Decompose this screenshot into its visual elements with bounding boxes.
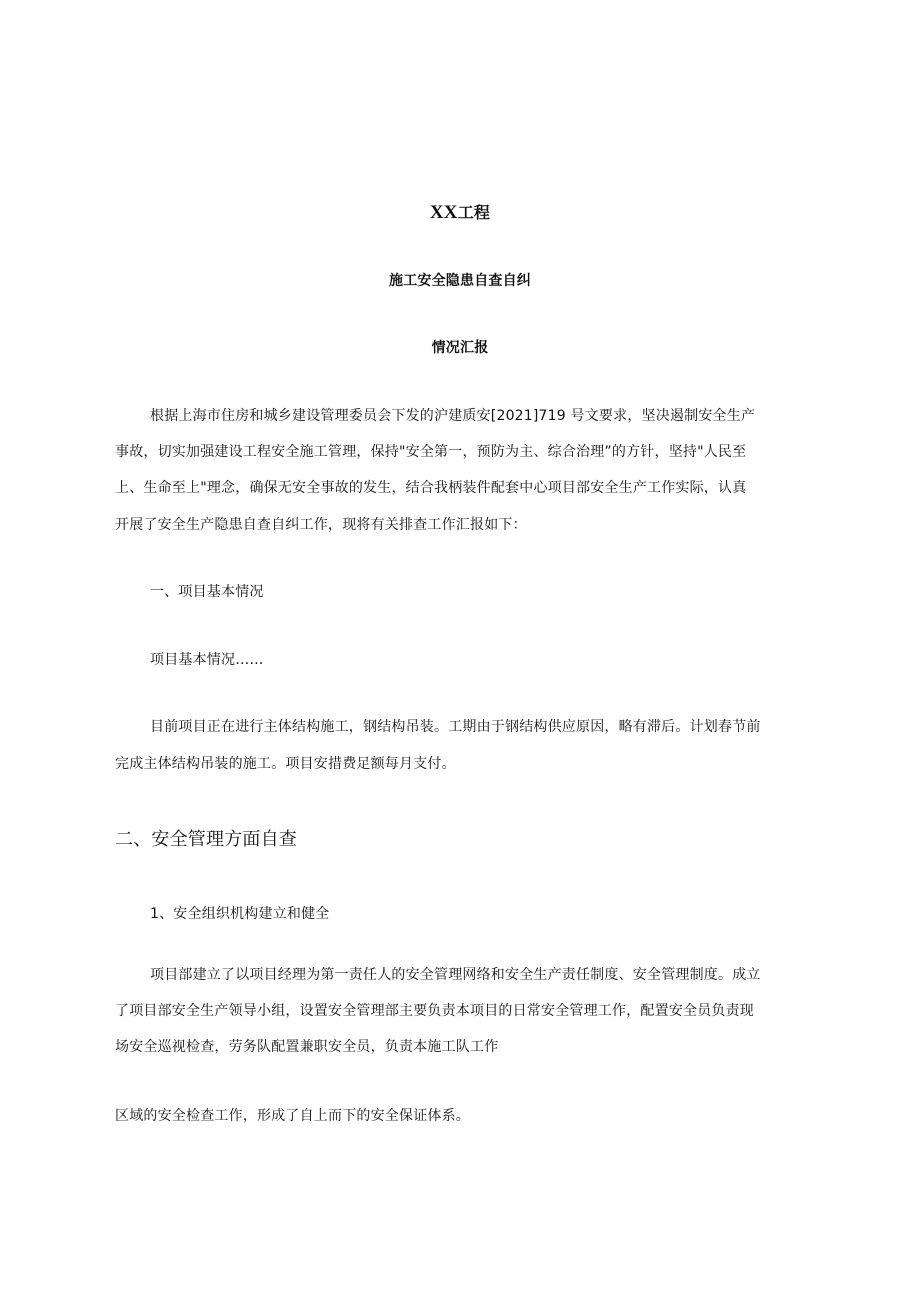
section-1-para-2-line-2: 完成主体结构吊装的施工。项目安措费足额每月支付。 [115, 756, 456, 772]
section-1-heading: 一、项目基本情况 [150, 584, 264, 600]
intro-line-1: 根据上海市住房和城乡建设管理委员会下发的沪建质安[2021]719 号文要求，坚决遏制安全生产 [150, 408, 756, 424]
document-title [0, 200, 920, 224]
section-2-para-line-4: 区域的安全检查工作，形成了自上而下的安全保证体系。 [115, 1108, 470, 1124]
section-1-para-1: 项目基本情况…… [150, 652, 264, 668]
intro-line-4: 开展了安全生产隐患自查自纠工作，现将有关排查工作汇报如下： [115, 517, 527, 533]
section-2-para-line-3: 场安全巡视检查，劳务队配置兼职安全员，负责本施工队工作 [115, 1039, 499, 1055]
section-2-sub-1-heading: 1、安全组织机构建立和健全 [150, 906, 330, 922]
section-2-para-line-1: 项目部建立了以项目经理为第一责任人的安全管理网络和安全生产责任制度、安全管理制度。成立 [150, 967, 761, 983]
section-2-para-line-2: 了项目部安全生产领导小组，设置安全管理部主要负责本项目的日常安全管理工作，配置安全员负责现 [115, 1003, 754, 1019]
document-subtitle-2: 情况汇报 [431, 340, 489, 356]
intro-line-2: 事故，切实加强建设工程安全施工管理，保持"安全第一，预防为主、综合治理”的方针，坚持"人民至 [115, 444, 747, 460]
title-prefix: XX [429, 202, 458, 223]
section-2-heading: 二、安全管理方面自查 [115, 829, 297, 850]
intro-line-3: 上、生命至上"理念，确保无安全事故的发生，结合我柄装件配套中心项目部安全生产工作实际，认真 [115, 480, 747, 496]
title-suffix: 工程 [457, 203, 491, 222]
section-1-para-2-line-1: 目前项目正在进行主体结构施工，钢结构吊装。工期由于钢结构供应原因，略有滞后。计划春节前 [150, 719, 761, 735]
document-subtitle-1: 施工安全隐患自查自纠 [389, 273, 531, 289]
